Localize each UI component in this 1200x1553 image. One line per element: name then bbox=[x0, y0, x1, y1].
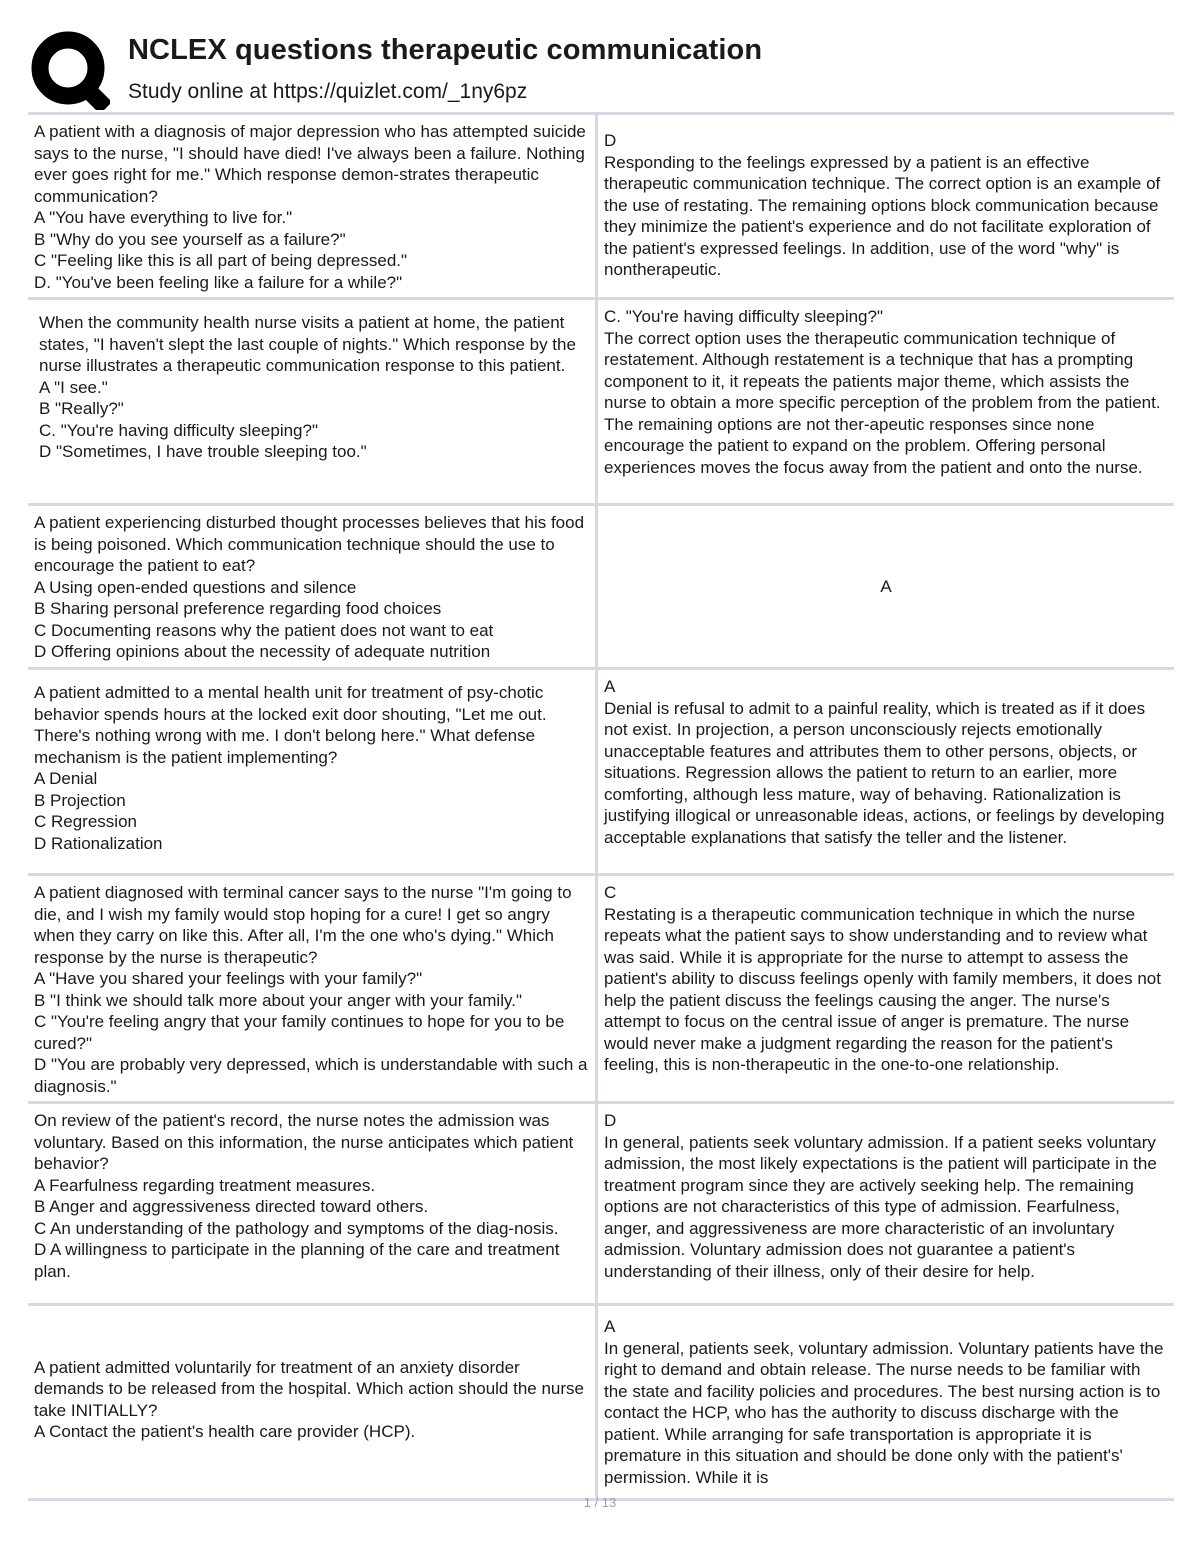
flashcard bbox=[28, 873, 1174, 1101]
card-definition: D Responding to the feelings expressed by a patient is an effective therapeutic communication technique. The correct option is an example of the use of restating. The remaining options block communication because they minimize the patient's experience and do not facilitate exploration of the patient's expressed feelings. In addition, use of the word "why" is nontherapeutic. bbox=[595, 115, 1174, 297]
card-definition: C. "You're having difficulty sleeping?" The correct option uses the therapeutic communication technique of restatement. Although restatement is a technique that has a prompting component to it, it repeats the patients major theme, which assists the nurse to obtain a more specific perception of the problem from the patient. The remaining options are not ther-apeutic responses since none encourage the patient to expand on the problem. Offering personal experiences moves the focus away from the patient and onto the nurse. bbox=[595, 300, 1174, 503]
card-term: A patient admitted to a mental health unit for treatment of psy-chotic behavior spends hours at the locked exit door shouting, "Let me out. There's nothing wrong with me. I don't belong here." What defense mechanism is the patient implementing? A Denial B Projection C Regression D Rationalization bbox=[34, 683, 547, 853]
card-definition: A Denial is refusal to admit to a painful reality, which is treated as if it does not exist. In projection, a person unconsciously rejects emotionally unacceptable features and attributes them to other persons, objects, or situations. Regression allows the patient to return to an earlier, more comforting, although less mature, way of behaving. Rationalization is justifying illogical or unreasonable ideas, actions, or feelings by developing acceptable explanations that satisfy the teller and the listener. bbox=[595, 670, 1174, 873]
flashcard-list bbox=[28, 112, 1174, 1501]
flashcard bbox=[28, 1303, 1174, 1501]
card-definition: D In general, patients seek voluntary admission. If a patient seeks voluntary admission, the most likely expectations is the patient will participate in the treatment program since they are actively seeking help. The remaining options are not characteristics of this type of admission. Fearfulness, anger, and aggressiveness are more characteristic of an involuntary admission. Voluntary admission does not guarantee a patient's understanding of their illness, only of their desire for help. bbox=[595, 1104, 1174, 1303]
card-term: When the community health nurse visits a patient at home, the patient states, "I haven't slept the last couple of nights." Which response by the nurse illustrates a therapeutic communication response to this patient. A "I see." B "Really?" C. "You're having difficulty sleeping?" D "Sometimes, I have trouble sleeping too." bbox=[39, 313, 576, 461]
card-definition: C Restating is a therapeutic communication technique in which the nurse repeats what the patient says to show understanding and to review what was said. While it is appropriate for the nurse to attempt to assess the patient's ability to discuss feelings openly with family members, it does not help the patient discuss the feelings causing the anger. The nurse's attempt to focus on the central issue of anger is premature. The nurse would never make a judgment regarding the reason for the patient's feeling, this is non-therapeutic in the one-to-one relationship. bbox=[595, 876, 1174, 1101]
page-title: NCLEX questions therapeutic communication bbox=[128, 34, 763, 66]
flashcard bbox=[28, 1101, 1174, 1303]
flashcard bbox=[28, 112, 1174, 297]
page-indicator: 1 / 13 bbox=[583, 1495, 617, 1510]
card-term: On review of the patient's record, the nurse notes the admission was voluntary. Based on this information, the nurse anticipates which patient behavior? A Fearfulness regarding treatment measures. B Anger and aggressiveness directed toward others. C An understanding of the pathology and symptoms of the diag-nosis. D A willingness to participate in the planning of the care and treatment plan. bbox=[34, 1111, 574, 1281]
flashcard bbox=[28, 667, 1174, 873]
card-definition: A bbox=[595, 506, 1174, 667]
flashcard bbox=[28, 297, 1174, 503]
card-term: A patient with a diagnosis of major depression who has attempted suicide says to the nurse, "I should have died! I've always been a failure. Nothing ever goes right for me." Which response demon-strates therapeutic communication? A "You have everything to live for." B "Why do you see yourself as a failure?" C "Feeling like this is all part of being depressed." D. "You've been feeling like a failure for a while?" bbox=[34, 122, 586, 292]
card-term: A patient diagnosed with terminal cancer says to the nurse "I'm going to die, and I wish my family would stop hoping for a cure! I get so angry when they carry on like this. After all, I'm the one who's dying." Which response by the nurse is therapeutic? A "Have you shared your feelings with your family?" B "I think we should talk more about your anger with your family." C "You're feeling angry that your family continues to hope for you to be cured?" D "You are probably very depressed, which is understandable with such a diagnosis." bbox=[34, 883, 588, 1096]
card-definition: A In general, patients seek, voluntary admission. Voluntary patients have the right to demand and obtain release. The nurse needs to be familiar with the state and facility policies and procedures. The best nursing action is to contact the HCP, who has the authority to discuss discharge with the patient. While arranging for safe transportation is appropriate it is premature in this situation and should be done only with the patient's' permission. While it is bbox=[595, 1306, 1174, 1498]
card-term: A patient experiencing disturbed thought processes believes that his food is being poisoned. Which communication technique should the use to encourage the patient to eat? A Using open-ended questions and silence B Sharing personal preference regarding food choices C Documenting reasons why the patient does not want to eat D Offering opinions about the necessity of adequate nutrition bbox=[34, 513, 585, 661]
flashcard bbox=[28, 503, 1174, 667]
study-online-link[interactable]: Study online at https://quizlet.com/_1ny6pz bbox=[128, 80, 528, 103]
page-header bbox=[30, 30, 1180, 110]
card-term: A patient admitted voluntarily for treatment of an anxiety disorder demands to be released from the hospital. Which action should the nurse take INITIALLY? A Contact the patient's health care provider (HCP). bbox=[34, 1357, 584, 1441]
quizlet-q-logo-icon bbox=[30, 30, 110, 110]
